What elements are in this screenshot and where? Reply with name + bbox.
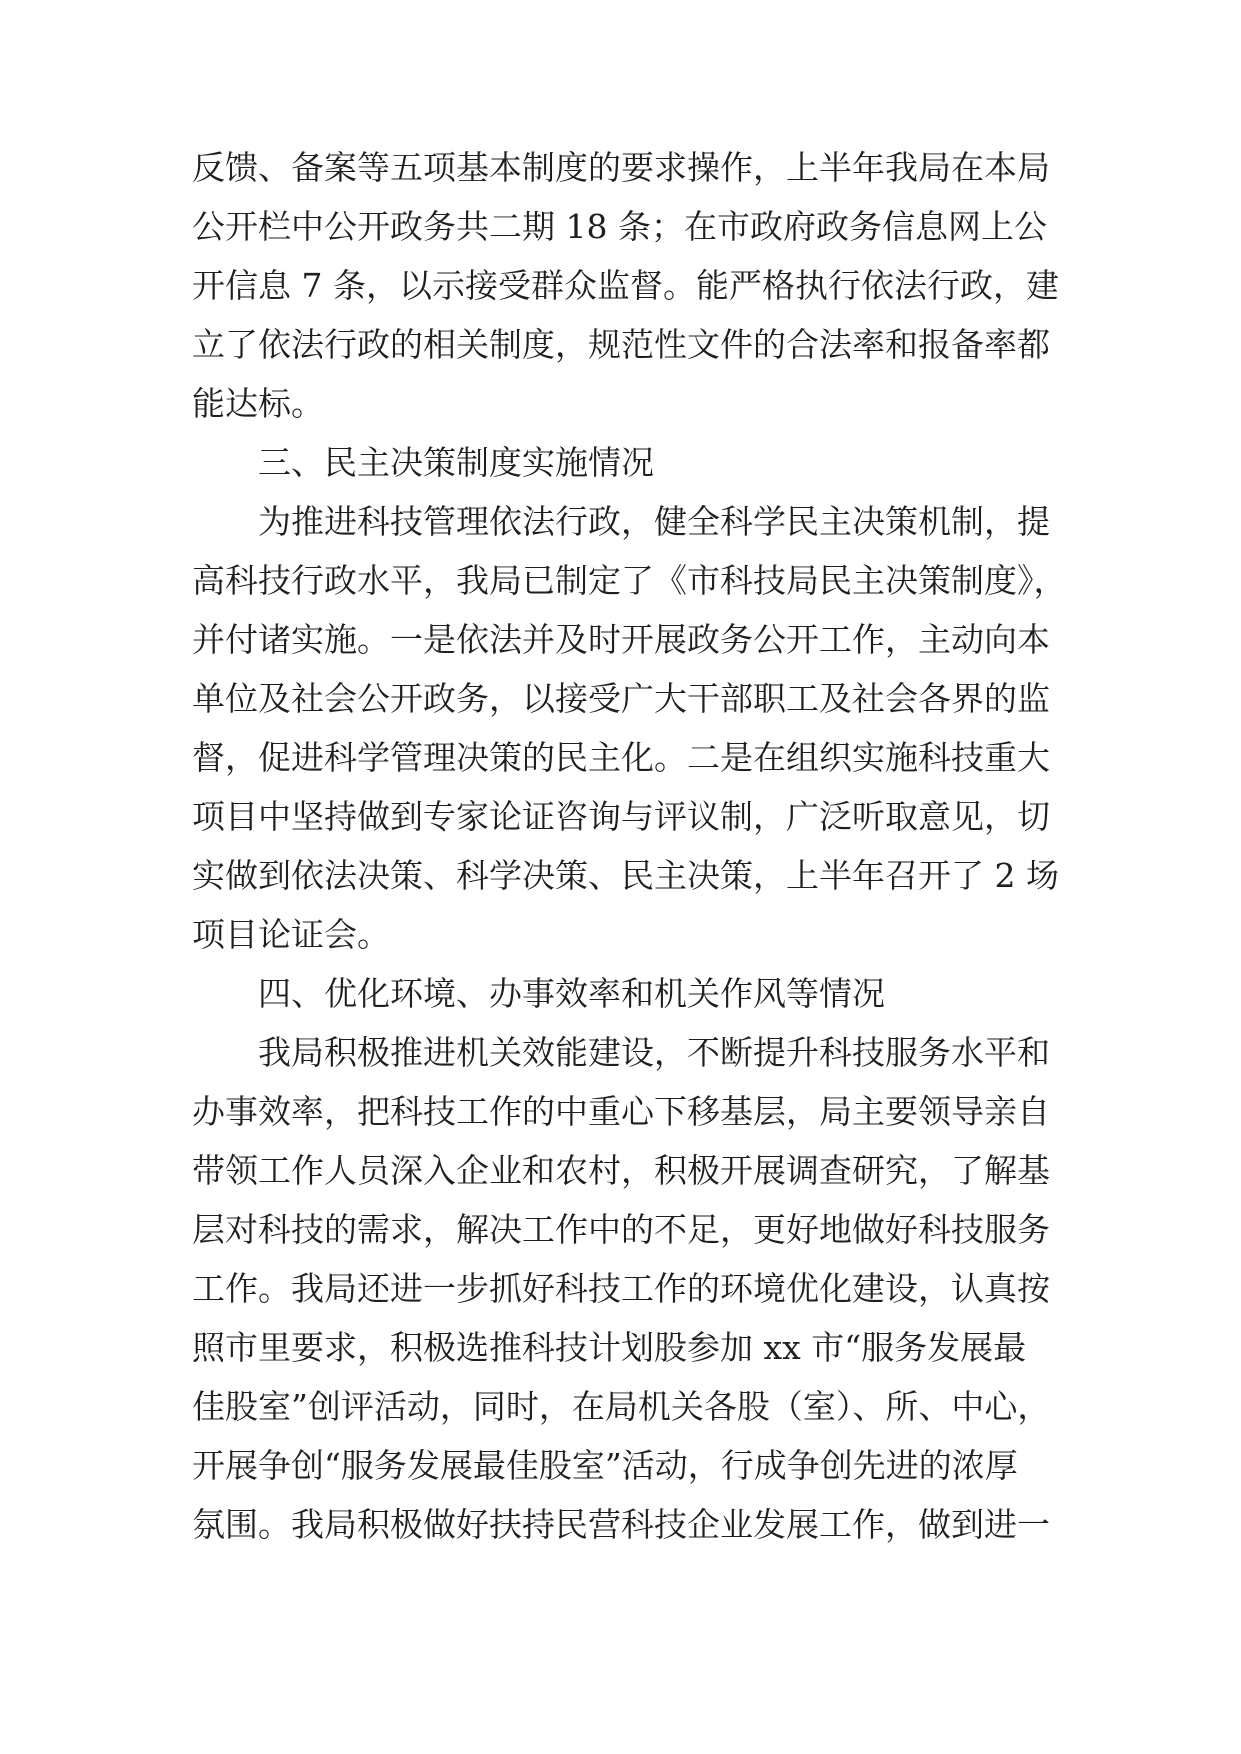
text-line: 开展争创“服务发展最佳股室”活动，行成争创先进的浓厚 (192, 1446, 1018, 1485)
text-line: 带领工作人员深入企业和农村，积极开展调查研究，了解基 (192, 1151, 1050, 1190)
text-line: 开信息 7 条，以示接受群众监督。能严格执行依法行政，建 (192, 266, 1059, 305)
text-line: 实做到依法决策、科学决策、民主决策，上半年召开了 2 场 (192, 856, 1059, 895)
text-line: 反馈、备案等五项基本制度的要求操作，上半年我局在本局 (192, 148, 1050, 187)
text-line: 项目中坚持做到专家论证咨询与评议制，广泛听取意见，切 (192, 797, 1050, 836)
text-line: 单位及社会公开政务，以接受广大干部职工及社会各界的监 (192, 679, 1050, 718)
text-line: 佳股室”创评活动，同时，在局机关各股（室）、所、中心， (192, 1387, 1051, 1426)
text-line: 为推进科技管理依法行政，健全科学民主决策机制，提 (258, 502, 1050, 541)
section-heading: 三、民主决策制度实施情况 (258, 443, 654, 482)
section-heading: 四、优化环境、办事效率和机关作风等情况 (258, 974, 885, 1013)
text-line: 并付诸实施。一是依法并及时开展政务公开工作，主动向本 (192, 620, 1050, 659)
text-line: 能达标。 (192, 384, 324, 423)
text-line: 督，促进科学管理决策的民主化。二是在组织实施科技重大 (192, 738, 1050, 777)
text-line: 公开栏中公开政务共二期 18 条；在市政府政务信息网上公 (192, 207, 1047, 246)
text-line: 照市里要求，积极选推科技计划股参加 xx 市“服务发展最 (192, 1328, 1027, 1367)
text-line: 项目论证会。 (192, 915, 390, 954)
text-line: 高科技行政水平，我局已制定了《市科技局民主决策制度》， (192, 561, 1067, 600)
text-line: 氛围。我局积极做好扶持民营科技企业发展工作，做到进一 (192, 1505, 1050, 1544)
text-line: 办事效率，把科技工作的中重心下移基层，局主要领导亲自 (192, 1092, 1050, 1131)
text-line: 工作。我局还进一步抓好科技工作的环境优化建设，认真按 (192, 1269, 1050, 1308)
text-line: 立了依法行政的相关制度，规范性文件的合法率和报备率都 (192, 325, 1050, 364)
text-line: 我局积极推进机关效能建设，不断提升科技服务水平和 (258, 1033, 1050, 1072)
text-line: 层对科技的需求，解决工作中的不足，更好地做好科技服务 (192, 1210, 1050, 1249)
